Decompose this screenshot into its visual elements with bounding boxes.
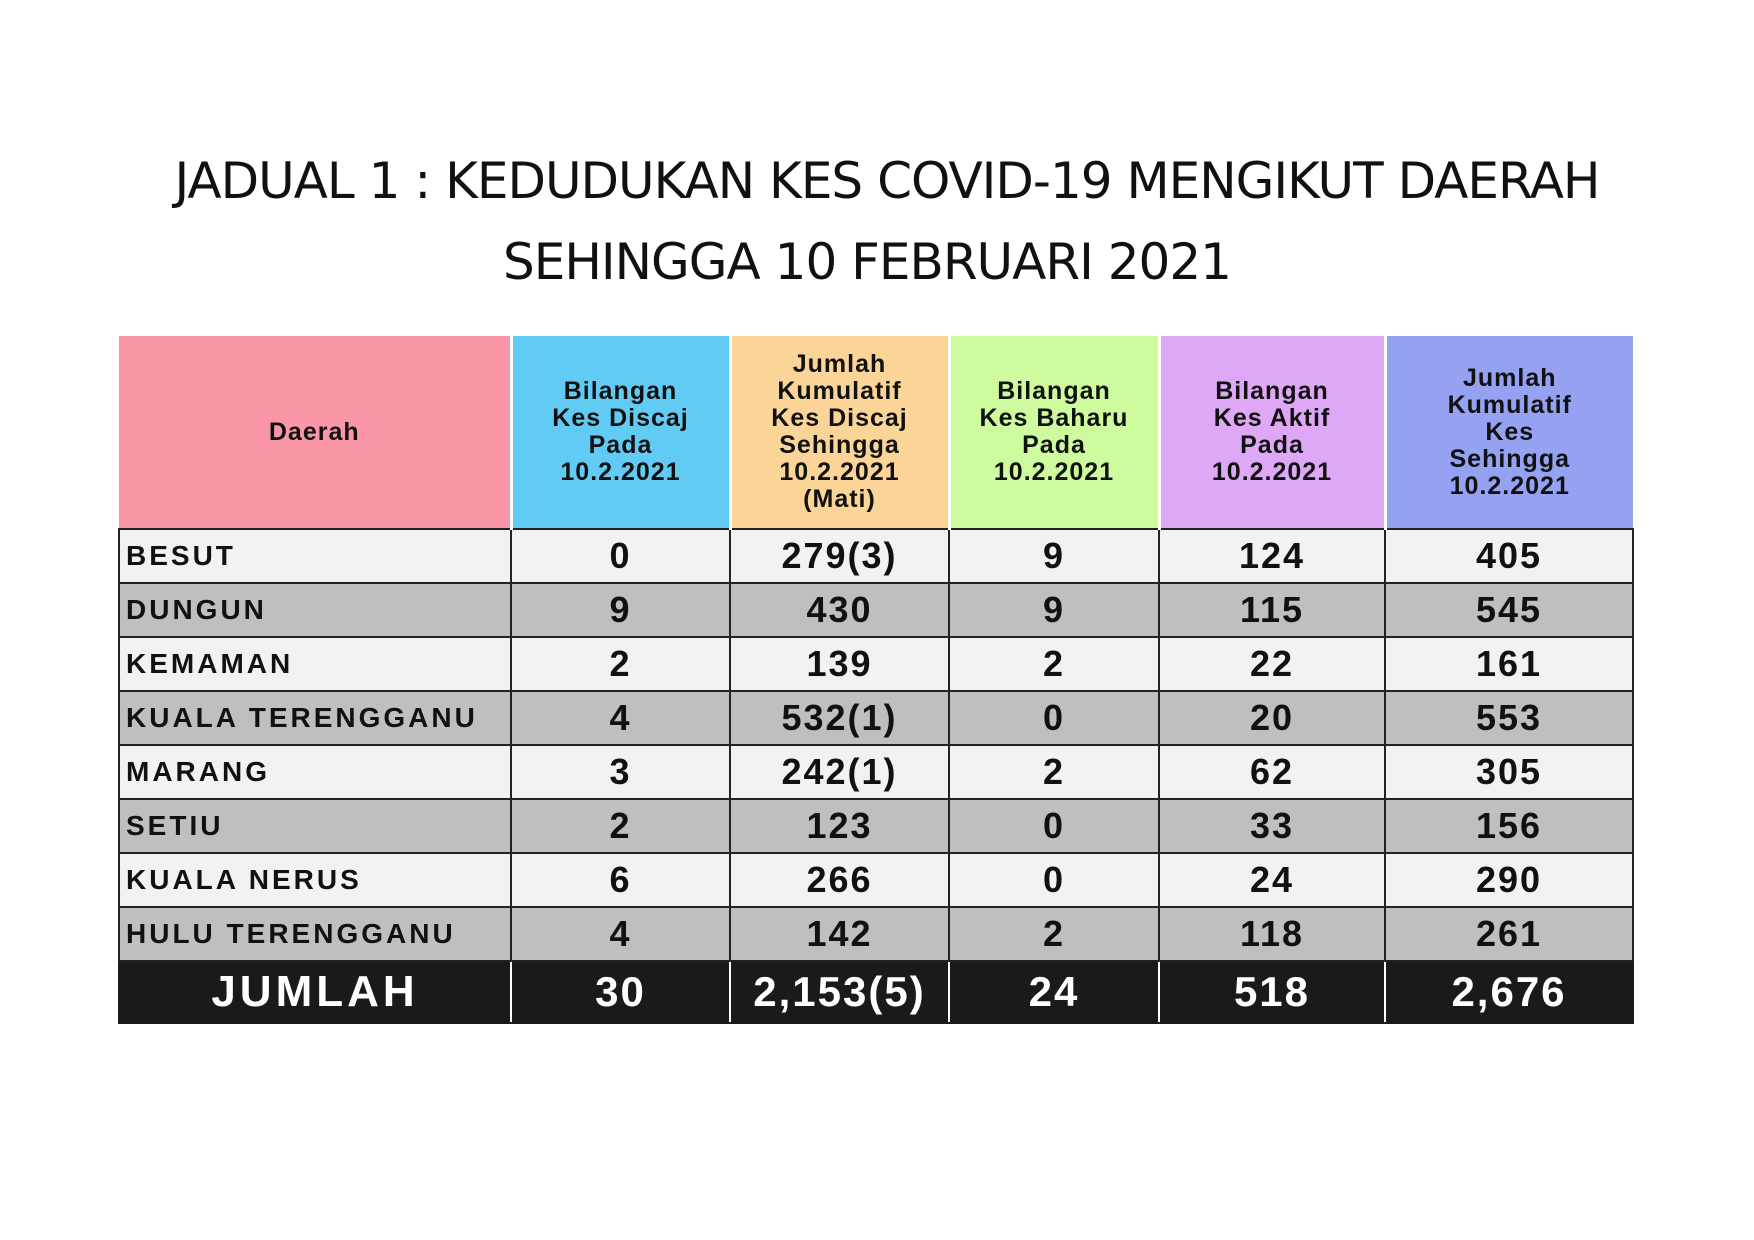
cell-baharu: 9 [949, 529, 1159, 583]
header-row [119, 336, 1633, 529]
cell-aktif: 33 [1159, 799, 1385, 853]
table-row [119, 637, 1633, 691]
district-name: KEMAMAN [119, 637, 511, 691]
cell-kumulatif-discaj: 279(3) [730, 529, 949, 583]
header-kumulatif-discaj: Jumlah Kumulatif Kes Discaj Sehingga 10.2.2021 (Mati) [730, 336, 949, 529]
district-name: HULU TERENGGANU [119, 907, 511, 961]
cell-discaj: 4 [511, 907, 730, 961]
cell-aktif: 118 [1159, 907, 1385, 961]
cell-kumulatif-discaj: 142 [730, 907, 949, 961]
table-row [119, 853, 1633, 907]
cell-baharu: 9 [949, 583, 1159, 637]
cell-baharu: 2 [949, 907, 1159, 961]
district-name: DUNGUN [119, 583, 511, 637]
total-discaj: 30 [511, 961, 730, 1023]
header-daerah: Daerah [119, 336, 511, 529]
cell-baharu: 0 [949, 691, 1159, 745]
table-row [119, 529, 1633, 583]
cell-kumulatif-kes: 290 [1385, 853, 1633, 907]
header-kes-aktif: Bilangan Kes Aktif Pada 10.2.2021 [1159, 336, 1385, 529]
district-name: SETIU [119, 799, 511, 853]
table-row [119, 799, 1633, 853]
cell-kumulatif-discaj: 139 [730, 637, 949, 691]
district-name: KUALA NERUS [119, 853, 511, 907]
cell-kumulatif-kes: 156 [1385, 799, 1633, 853]
header-kes-baharu: Bilangan Kes Baharu Pada 10.2.2021 [949, 336, 1159, 529]
cell-discaj: 0 [511, 529, 730, 583]
district-name: MARANG [119, 745, 511, 799]
cell-aktif: 20 [1159, 691, 1385, 745]
district-name: BESUT [119, 529, 511, 583]
cell-kumulatif-kes: 305 [1385, 745, 1633, 799]
cell-baharu: 2 [949, 745, 1159, 799]
cell-discaj: 2 [511, 799, 730, 853]
cell-aktif: 62 [1159, 745, 1385, 799]
total-kumulatif-kes: 2,676 [1385, 961, 1633, 1023]
header-kes-discaj: Bilangan Kes Discaj Pada 10.2.2021 [511, 336, 730, 529]
cell-aktif: 115 [1159, 583, 1385, 637]
page-subtitle: SEHINGGA 10 FEBRUARI 2021 [502, 233, 1231, 291]
cell-baharu: 2 [949, 637, 1159, 691]
cell-kumulatif-kes: 161 [1385, 637, 1633, 691]
cell-kumulatif-discaj: 242(1) [730, 745, 949, 799]
cell-kumulatif-kes: 553 [1385, 691, 1633, 745]
total-row [119, 961, 1633, 1023]
cell-discaj: 2 [511, 637, 730, 691]
cell-kumulatif-kes: 405 [1385, 529, 1633, 583]
cell-discaj: 3 [511, 745, 730, 799]
table-row [119, 907, 1633, 961]
cell-aktif: 124 [1159, 529, 1385, 583]
cell-discaj: 6 [511, 853, 730, 907]
table-row [119, 583, 1633, 637]
cell-kumulatif-kes: 545 [1385, 583, 1633, 637]
total-aktif: 518 [1159, 961, 1385, 1023]
total-kumulatif-discaj: 2,153(5) [730, 961, 949, 1023]
table-row [119, 691, 1633, 745]
district-name: KUALA TERENGGANU [119, 691, 511, 745]
cell-kumulatif-discaj: 532(1) [730, 691, 949, 745]
cell-aktif: 24 [1159, 853, 1385, 907]
header-kumulatif-kes: Jumlah Kumulatif Kes Sehingga 10.2.2021 [1385, 336, 1633, 529]
cell-kumulatif-kes: 261 [1385, 907, 1633, 961]
cell-kumulatif-discaj: 430 [730, 583, 949, 637]
covid-district-table [118, 336, 1634, 1024]
cell-aktif: 22 [1159, 637, 1385, 691]
cell-baharu: 0 [949, 799, 1159, 853]
page-title: JADUAL 1 : KEDUDUKAN KES COVID-19 MENGIKUT DAERAH [174, 152, 1600, 210]
cell-kumulatif-discaj: 266 [730, 853, 949, 907]
cell-discaj: 4 [511, 691, 730, 745]
table-row [119, 745, 1633, 799]
cell-discaj: 9 [511, 583, 730, 637]
cell-kumulatif-discaj: 123 [730, 799, 949, 853]
total-baharu: 24 [949, 961, 1159, 1023]
cell-baharu: 0 [949, 853, 1159, 907]
total-label: JUMLAH [119, 961, 511, 1023]
